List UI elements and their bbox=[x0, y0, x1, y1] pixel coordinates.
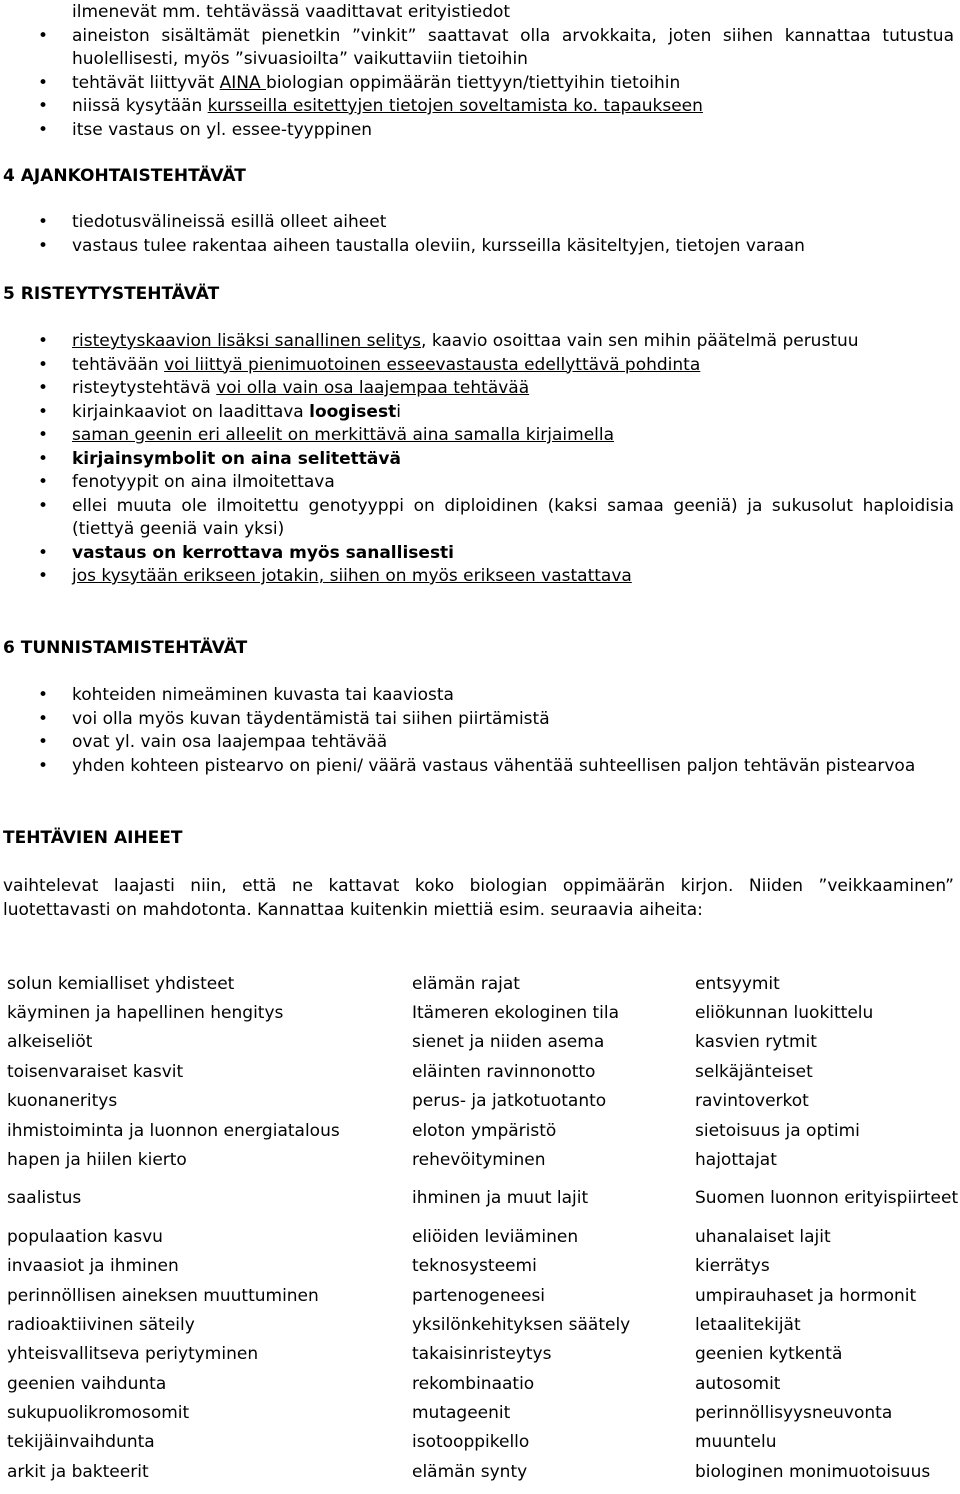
table-row bbox=[0, 1428, 960, 1457]
table-cell: saalistus bbox=[7, 1188, 82, 1209]
topics-table bbox=[0, 969, 960, 1487]
underlined-text: kursseilla esitettyjen tietojen soveltamista ko. tapaukseen bbox=[207, 96, 703, 116]
topics-table-body bbox=[0, 969, 960, 1487]
table-cell: alkeiseliöt bbox=[7, 1032, 93, 1053]
table-row bbox=[0, 1175, 960, 1222]
text: niissä kysytään bbox=[72, 96, 208, 116]
list-item: • yhden kohteen pistearvo on pieni/ väärä vastaus vähentää suhteellisen paljon tehtävän pistearvoa bbox=[0, 755, 960, 779]
table-row bbox=[0, 1457, 960, 1486]
table-cell: perinnöllisen aineksen muuttuminen bbox=[7, 1285, 319, 1306]
table-cell: käyminen ja hapellinen hengitys bbox=[7, 1003, 284, 1024]
list-item: • aineiston sisältämät pienetkin ”vinkit” saattavat olla arvokkaita, joten siihen kannattaa tutustua huolellisesti, myös ”sivuasioilta” vaikuttaviin tietoihin bbox=[0, 25, 960, 72]
list-item bbox=[0, 401, 960, 425]
table-row bbox=[0, 1145, 960, 1174]
intro-continuation: ilmenevät mm. tehtävässä vaadittavat erityistiedot bbox=[72, 2, 511, 22]
bold-text: loogisest bbox=[309, 401, 397, 422]
section-heading-6: 6 TUNNISTAMISTEHTÄVÄT bbox=[3, 638, 248, 658]
bold-text: kirjainsymbolit on aina selitettävä bbox=[72, 448, 401, 469]
table-cell: yksilönkehityksen säätely bbox=[412, 1314, 631, 1335]
table-cell: ravintoverkot bbox=[695, 1091, 809, 1112]
table-cell: eliökunnan luokittelu bbox=[695, 1003, 874, 1024]
table-cell: muuntelu bbox=[695, 1432, 777, 1453]
table-cell: biologinen monimuotoisuus bbox=[695, 1461, 931, 1482]
section-heading-4: 4 AJANKOHTAISTEHTÄVÄT bbox=[3, 166, 246, 186]
table-cell: solun kemialliset yhdisteet bbox=[7, 973, 235, 994]
list-item bbox=[0, 354, 960, 378]
list-item: • ovat yl. vain osa laajempaa tehtävää bbox=[0, 731, 960, 755]
table-cell: ihminen ja muut lajit bbox=[412, 1188, 589, 1209]
text: tehtävät liittyvät bbox=[72, 72, 220, 93]
text: , kaavio osoittaa vain sen mihin päätelmä perustuu bbox=[421, 331, 859, 351]
section-heading-5: 5 RISTEYTYSTEHTÄVÄT bbox=[3, 284, 220, 304]
table-cell: kuonaneritys bbox=[7, 1091, 118, 1112]
section5-list bbox=[0, 330, 960, 589]
table-row bbox=[0, 1340, 960, 1369]
text: kirjainkaaviot on laadittava bbox=[72, 401, 310, 422]
table-cell: geenien kytkentä bbox=[695, 1344, 843, 1365]
table-row bbox=[0, 998, 960, 1027]
table-cell: entsyymit bbox=[695, 973, 780, 994]
list-item bbox=[0, 72, 960, 96]
table-cell: hajottajat bbox=[695, 1150, 777, 1171]
table-cell: eloton ympäristö bbox=[412, 1120, 557, 1141]
table-cell: eliöiden leviäminen bbox=[412, 1226, 579, 1247]
table-cell: kierrätys bbox=[695, 1256, 770, 1277]
table-cell: elämän rajat bbox=[412, 973, 520, 994]
table-cell: perus- ja jatkotuotanto bbox=[412, 1091, 607, 1112]
table-cell: eläinten ravinnonotto bbox=[412, 1061, 596, 1082]
table-cell: tekijäinvaihdunta bbox=[7, 1432, 155, 1453]
underlined-text: voi liittyä pienimuotoinen esseevastausta edellyttävä pohdinta bbox=[164, 354, 701, 375]
table-cell: kasvien rytmit bbox=[695, 1032, 817, 1053]
list-item bbox=[0, 95, 960, 119]
intro-list bbox=[0, 25, 960, 143]
table-cell: sukupuolikromosomit bbox=[7, 1403, 190, 1424]
table-cell: letaalitekijät bbox=[695, 1314, 801, 1335]
table-cell: isotooppikello bbox=[412, 1432, 530, 1453]
list-item: • fenotyypit on aina ilmoitettava bbox=[0, 471, 960, 495]
list-item: • ellei muuta ole ilmoitettu genotyyppi on diploidinen (kaksi samaa geeniä) ja sukusolut haploidisia (tiettyä geeniä vain yksi) bbox=[0, 495, 960, 542]
table-cell: yhteisvallitseva periytyminen bbox=[7, 1344, 259, 1365]
table-cell: takaisinristeytys bbox=[412, 1344, 552, 1365]
text: tehtävään bbox=[72, 354, 165, 375]
list-item bbox=[0, 542, 960, 566]
table-cell: hapen ja hiilen kierto bbox=[7, 1150, 187, 1171]
table-cell: toisenvaraiset kasvit bbox=[7, 1061, 184, 1082]
list-item bbox=[0, 424, 960, 448]
list-item bbox=[0, 377, 960, 401]
bold-text: vastaus on kerrottava myös sanallisesti bbox=[72, 542, 455, 563]
list-item: • vastaus tulee rakentaa aiheen taustalla oleviin, kursseilla käsiteltyjen, tietojen varaan bbox=[0, 235, 960, 259]
section6-list bbox=[0, 684, 960, 778]
list-item: • tiedotusvälineissä esillä olleet aiheet bbox=[0, 211, 960, 235]
intro-block bbox=[0, 1, 960, 142]
text: i bbox=[396, 401, 401, 422]
table-row bbox=[0, 1369, 960, 1398]
underlined-text: risteytyskaavion lisäksi sanallinen selitys bbox=[72, 331, 422, 351]
table-cell: sienet ja niiden asema bbox=[412, 1032, 605, 1053]
topics-heading: TEHTÄVIEN AIHEET bbox=[3, 828, 183, 848]
table-cell: Itämeren ekologinen tila bbox=[412, 1003, 620, 1024]
table-row bbox=[0, 1398, 960, 1427]
text: risteytystehtävä bbox=[72, 378, 217, 398]
table-row bbox=[0, 1028, 960, 1057]
list-item: • kohteiden nimeäminen kuvasta tai kaaviosta bbox=[0, 684, 960, 708]
table-row bbox=[0, 1057, 960, 1086]
table-cell: arkit ja bakteerit bbox=[7, 1461, 149, 1482]
table-row bbox=[0, 1087, 960, 1116]
table-row bbox=[0, 1310, 960, 1339]
underlined-text: AINA bbox=[219, 72, 267, 93]
underlined-text: saman geenin eri alleelit on merkittävä aina samalla kirjaimella bbox=[72, 425, 615, 445]
table-row bbox=[0, 1116, 960, 1145]
table-cell: elämän synty bbox=[412, 1461, 528, 1482]
table-cell: Suomen luonnon erityispiirteet bbox=[695, 1188, 959, 1209]
table-cell: mutageenit bbox=[412, 1403, 511, 1424]
topics-paragraph: vaihtelevat laajasti niin, että ne kattavat koko biologian oppimäärän kirjon. Niiden ”veikkaaminen” luotettavasti on mahdotonta. Kannattaa kuitenkin miettiä esim. seuraavia aiheita: bbox=[3, 876, 954, 920]
table-cell: geenien vaihdunta bbox=[7, 1373, 167, 1394]
table-cell: ihmistoiminta ja luonnon energiatalous bbox=[7, 1120, 340, 1141]
underlined-text: voi olla vain osa laajempaa tehtävää bbox=[216, 378, 530, 398]
table-cell: autosomit bbox=[695, 1373, 781, 1394]
table-cell: umpirauhaset ja hormonit bbox=[695, 1285, 917, 1306]
table-cell: uhanalaiset lajit bbox=[695, 1226, 831, 1247]
table-cell: rehevöityminen bbox=[412, 1150, 546, 1171]
table-row bbox=[0, 969, 960, 998]
table-cell: radioaktiivinen säteily bbox=[7, 1314, 195, 1335]
table-cell: invaasiot ja ihminen bbox=[7, 1256, 179, 1277]
list-item: • itse vastaus on yl. essee-tyyppinen bbox=[0, 119, 960, 143]
list-item: • voi olla myös kuvan täydentämistä tai siihen piirtämistä bbox=[0, 708, 960, 732]
list-item bbox=[0, 565, 960, 589]
table-cell: teknosysteemi bbox=[412, 1256, 537, 1277]
table-cell: rekombinaatio bbox=[412, 1373, 535, 1394]
table-row bbox=[0, 1251, 960, 1280]
section4-list bbox=[0, 211, 960, 258]
underlined-text: jos kysytään erikseen jotakin, siihen on myös erikseen vastattava bbox=[72, 566, 632, 586]
table-row bbox=[0, 1281, 960, 1310]
table-cell: selkäjänteiset bbox=[695, 1061, 813, 1082]
text: biologian oppimäärän tiettyyn/tiettyihin tietoihin bbox=[266, 72, 681, 93]
table-cell: perinnöllisyysneuvonta bbox=[695, 1403, 893, 1424]
table-cell: partenogeneesi bbox=[412, 1285, 546, 1306]
list-item bbox=[0, 330, 960, 354]
table-cell: sietoisuus ja optimi bbox=[695, 1120, 860, 1141]
list-item bbox=[0, 448, 960, 472]
table-row bbox=[0, 1222, 960, 1251]
table-cell: populaation kasvu bbox=[7, 1226, 163, 1247]
